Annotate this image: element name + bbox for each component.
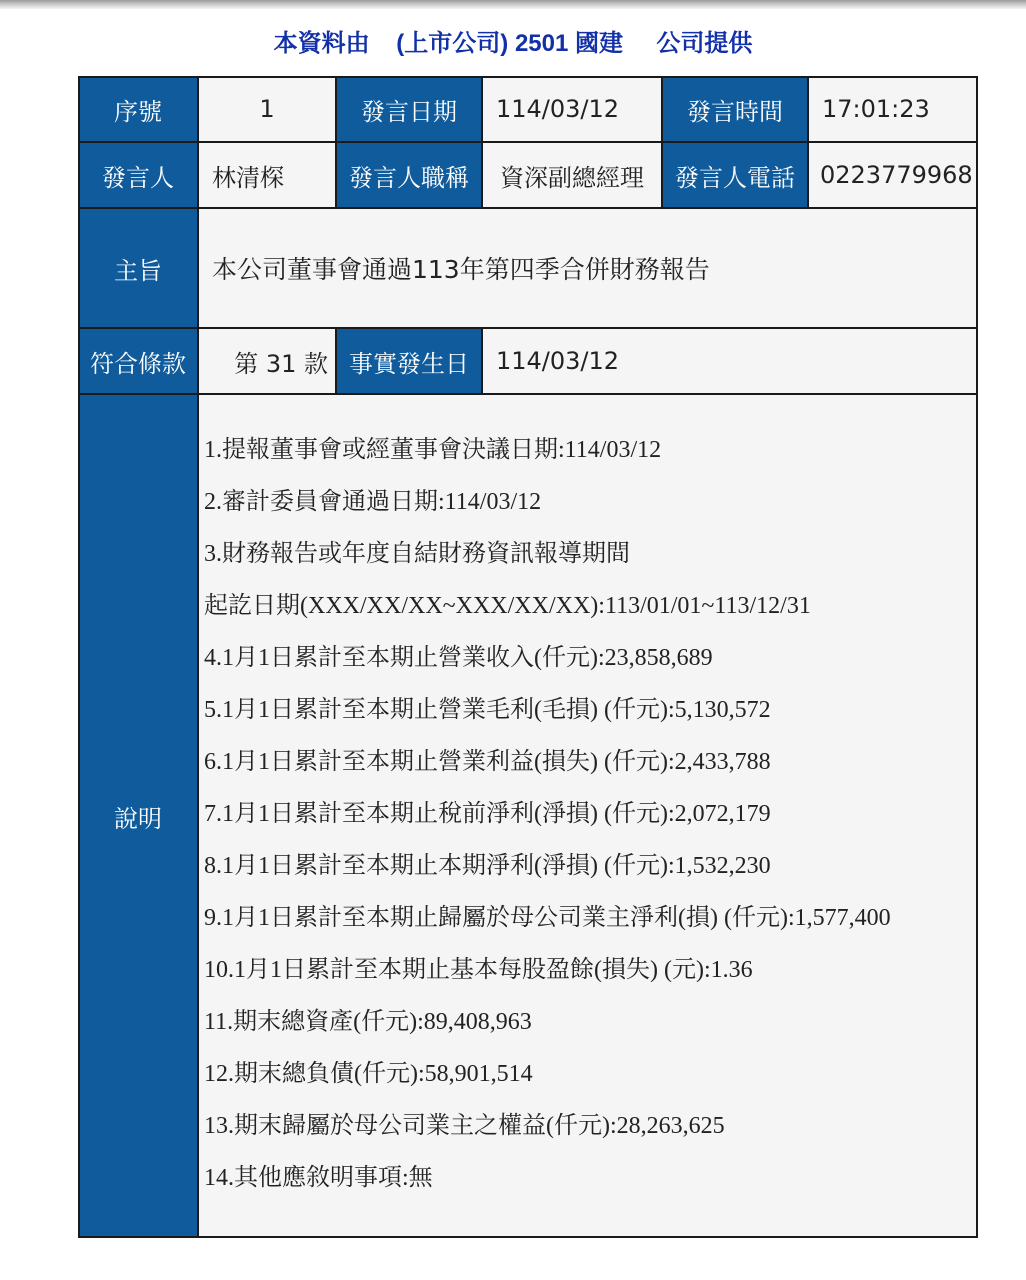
description-line: 14.其他應敘明事項:無 — [204, 1165, 433, 1191]
grid-line — [197, 76, 199, 1238]
description-line: 4.1月1日累計至本期止營業收入(仟元):23,858,689 — [204, 645, 713, 671]
clause-value: 第 31 款 — [198, 328, 336, 394]
phone-label: 發言人電話 — [662, 142, 808, 208]
phone-value: 0223779968 — [808, 142, 978, 208]
subject-label: 主旨 — [78, 208, 198, 328]
grid-line — [335, 76, 337, 208]
grid-line — [78, 1236, 978, 1238]
browser-top-edge — [0, 0, 1026, 9]
speaker-value: 林清棎 — [198, 142, 336, 208]
grid-line — [335, 328, 337, 394]
clause-label: 符合條款 — [78, 328, 198, 394]
description-line: 11.期末總資產(仟元):89,408,963 — [204, 1009, 532, 1035]
seq-value: 1 — [198, 76, 336, 142]
description-line: 3.財務報告或年度自結財務資訊報導期間 — [204, 541, 630, 567]
grid-line — [78, 141, 978, 143]
description-line: 5.1月1日累計至本期止營業毛利(毛損) (仟元):5,130,572 — [204, 697, 771, 723]
grid-line — [78, 393, 978, 395]
description-line: 7.1月1日累計至本期止稅前淨利(淨損) (仟元):2,072,179 — [204, 801, 771, 827]
time-label: 發言時間 — [662, 76, 808, 142]
grid-line — [78, 76, 80, 1238]
speaker-title-value: 資深副總經理 — [482, 142, 662, 208]
description-line: 8.1月1日累計至本期止本期淨利(淨損) (仟元):1,532,230 — [204, 853, 771, 879]
subject-value: 本公司董事會通過113年第四季合併財務報告 — [198, 208, 978, 328]
description-text — [204, 432, 976, 1212]
seq-label: 序號 — [78, 76, 198, 142]
grid-line — [78, 327, 978, 329]
fact-date-label: 事實發生日 — [336, 328, 482, 394]
speaker-label: 發言人 — [78, 142, 198, 208]
grid-line — [481, 328, 483, 394]
title-prefix: 本資料由 — [273, 30, 370, 57]
grid-line — [481, 76, 483, 208]
description-line: 9.1月1日累計至本期止歸屬於母公司業主淨利(損) (仟元):1,577,400 — [204, 905, 891, 931]
grid-line — [78, 207, 978, 209]
description-line: 12.期末總負債(仟元):58,901,514 — [204, 1061, 533, 1087]
speaker-title-label: 發言人職稱 — [336, 142, 482, 208]
page-title — [0, 26, 1026, 62]
date-value: 114/03/12 — [482, 76, 662, 142]
title-suffix: 公司提供 — [656, 30, 753, 57]
description-line: 起訖日期(XXX/XX/XX~XXX/XX/XX):113/01/01~113/12/31 — [204, 593, 811, 619]
announcement-table — [78, 76, 978, 1238]
description-line: 13.期末歸屬於母公司業主之權益(仟元):28,263,625 — [204, 1113, 725, 1139]
time-value: 17:01:23 — [808, 76, 978, 142]
description-line: 10.1月1日累計至本期止基本每股盈餘(損失) (元):1.36 — [204, 957, 753, 983]
description-label: 說明 — [78, 394, 198, 1238]
date-label: 發言日期 — [336, 76, 482, 142]
title-company: (上市公司) 2501 國建 — [396, 30, 624, 57]
grid-line — [661, 76, 663, 208]
grid-line — [976, 76, 978, 1238]
grid-line — [78, 76, 978, 78]
description-line: 6.1月1日累計至本期止營業利益(損失) (仟元):2,433,788 — [204, 749, 771, 775]
description-line: 1.提報董事會或經董事會決議日期:114/03/12 — [204, 437, 662, 463]
description-line: 2.審計委員會通過日期:114/03/12 — [204, 489, 542, 515]
grid-line — [807, 76, 809, 208]
fact-date-value: 114/03/12 — [482, 328, 978, 394]
